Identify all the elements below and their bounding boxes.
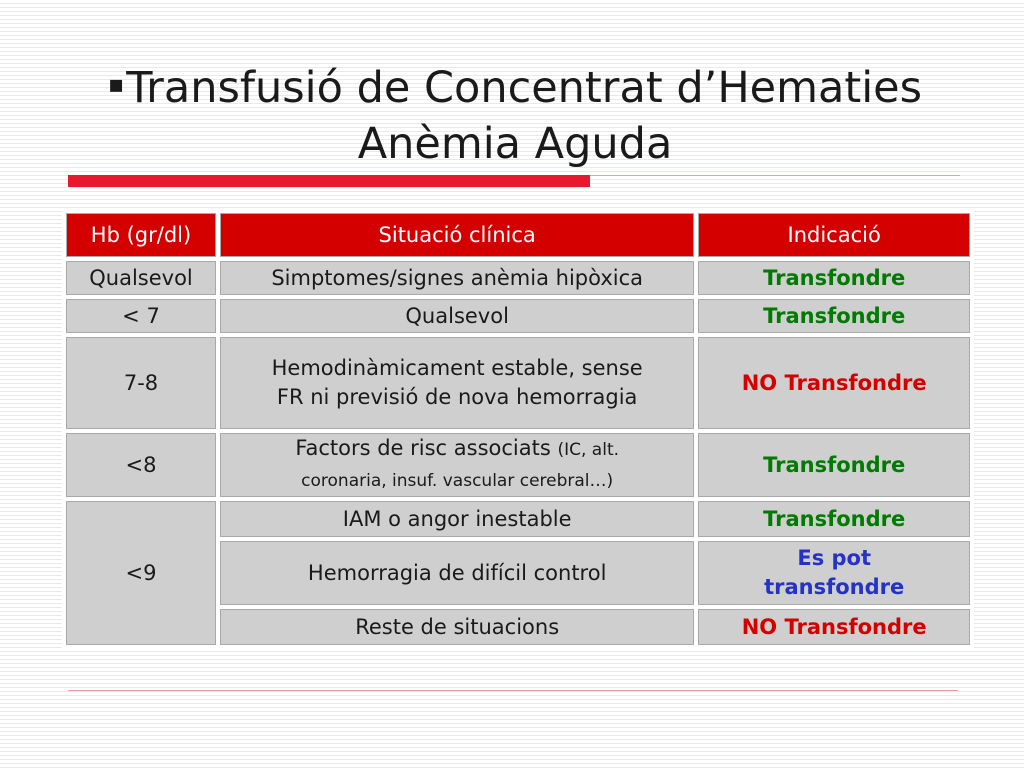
square-bullet-icon: ▪ (107, 70, 125, 98)
table-row (66, 501, 970, 537)
table-row (66, 433, 970, 497)
situacio-line-1: Hemodinàmicament estable, sense (271, 356, 643, 380)
header-indicacio: Indicació (698, 213, 970, 257)
cell-situacio (220, 433, 694, 497)
cell-hb: <9 (66, 501, 216, 645)
slide-title (60, 56, 970, 172)
title-underline-thin (590, 175, 960, 176)
title-line-1 (60, 56, 970, 116)
indicacio-line-2: transfondre (764, 575, 905, 599)
title-underline-red (68, 175, 590, 187)
cell-hb: < 7 (66, 299, 216, 333)
cell-indicacio (698, 541, 970, 605)
cell-situacio (220, 337, 694, 429)
cell-indicacio: Transfondre (698, 261, 970, 295)
situacio-main: Factors de risc associats (295, 436, 551, 460)
cell-indicacio: NO Transfondre (698, 609, 970, 645)
situacio-line-2: FR ni previsió de nova hemorragia (276, 385, 638, 409)
cell-situacio: IAM o angor inestable (220, 501, 694, 537)
cell-situacio: Simptomes/signes anèmia hipòxica (220, 261, 694, 295)
transfusion-criteria-table (62, 209, 974, 649)
header-situacio: Situació clínica (220, 213, 694, 257)
cell-indicacio: Transfondre (698, 501, 970, 537)
cell-situacio: Qualsevol (220, 299, 694, 333)
header-hb: Hb (gr/dl) (66, 213, 216, 257)
indicacio-line-1: Es pot (797, 546, 871, 570)
footer-rule (68, 690, 958, 691)
cell-hb: Qualsevol (66, 261, 216, 295)
cell-hb: 7-8 (66, 337, 216, 429)
situacio-note-2: coronaria, insuf. vascular cerebral…) (301, 471, 614, 491)
table-row (66, 337, 970, 429)
table-row (66, 299, 970, 333)
table-header-row (66, 213, 970, 257)
cell-indicacio: Transfondre (698, 433, 970, 497)
cell-situacio: Hemorragia de difícil control (220, 541, 694, 605)
cell-situacio: Reste de situacions (220, 609, 694, 645)
title-line-2: Anèmia Aguda (357, 119, 673, 169)
cell-indicacio: NO Transfondre (698, 337, 970, 429)
title-text-1: Transfusió de Concentrat d’Hematies (126, 63, 923, 113)
cell-hb: <8 (66, 433, 216, 497)
table-row (66, 261, 970, 295)
cell-indicacio: Transfondre (698, 299, 970, 333)
situacio-note-1: (IC, alt. (557, 440, 620, 460)
